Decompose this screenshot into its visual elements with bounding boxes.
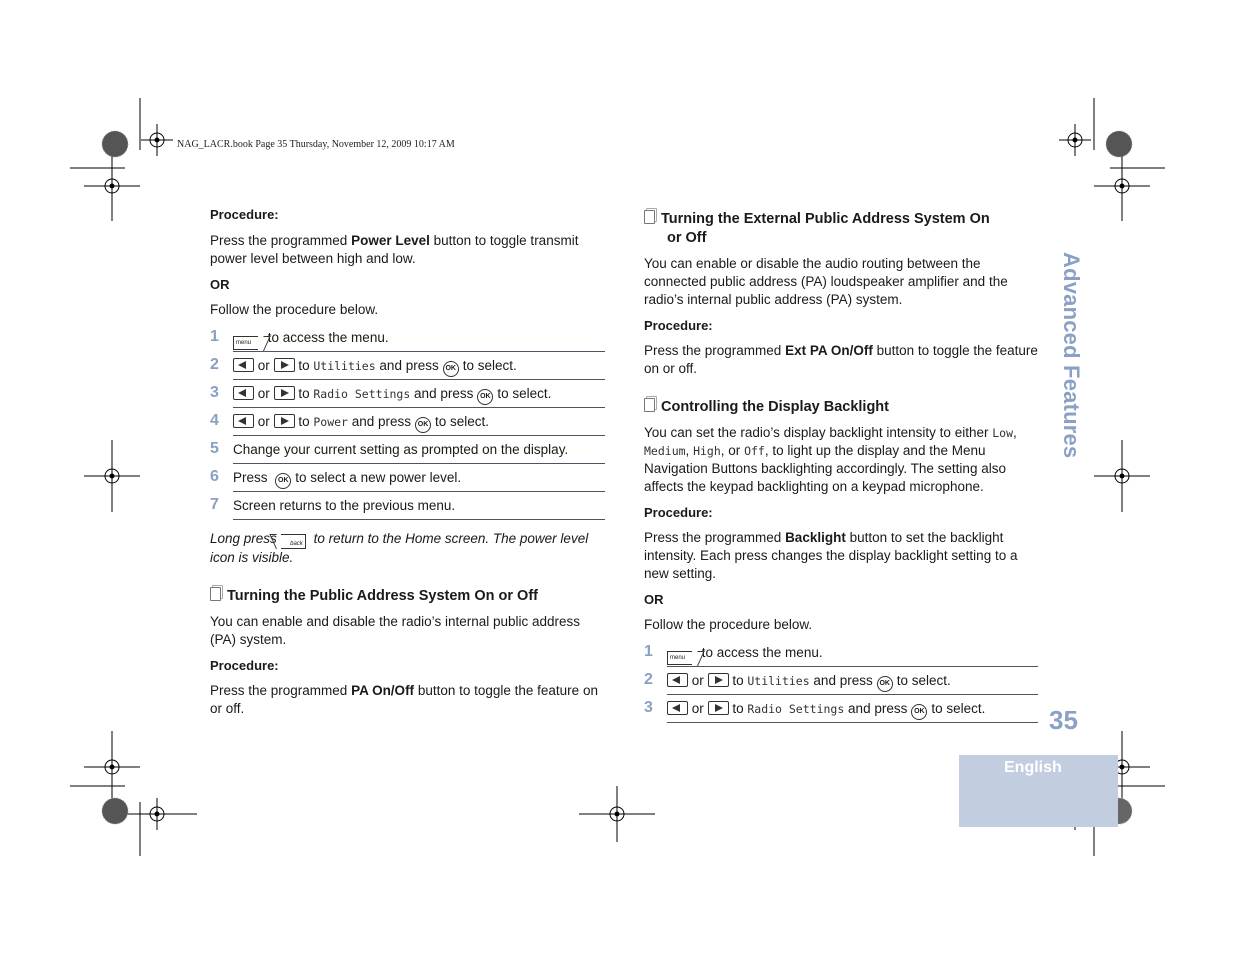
desc-text: , [685,443,690,458]
section-box-icon [644,398,655,412]
step-number: 6 [210,468,219,485]
ok-key-icon: OK [275,473,291,489]
step-text: and press [414,386,474,401]
step-text: and press [813,673,873,688]
body-text: Press the programmed [210,683,352,698]
menu-item-name: Radio Settings [313,387,411,401]
nav-left-icon [667,673,688,687]
step-text: or [257,414,270,429]
language-label: English [1004,759,1062,776]
step-number: 4 [210,412,219,429]
backlight-title: Controlling the Display Backlight [661,399,889,415]
desc-text-end: , to light up the display and the Menu Navigation Buttons backlighting accordingly. The setting also affects the keypad backlighting on a keypad microphone. [644,443,1006,494]
step-3 [210,380,605,408]
left-column [210,206,605,319]
ext-pa-button-name: Ext PA On/Off [785,343,873,358]
power-level-button-name: Power Level [351,233,430,248]
step-number: 1 [210,328,219,345]
nav-right-icon [708,673,729,687]
power-level-steps [210,324,605,520]
step-2 [210,352,605,380]
nav-left-icon [667,701,688,715]
step-number: 5 [210,440,219,457]
nav-right-icon [274,358,295,372]
step-number: 7 [210,496,219,513]
ok-key-icon: OK [443,361,459,377]
backlight-button-name: Backlight [785,530,846,545]
nav-right-icon [274,386,295,400]
step-text: and press [379,358,439,373]
step-text: and press [351,414,412,429]
step-number: 3 [644,699,653,716]
body-text-end: button to set the backlight intensity. Each press changes the display backlight setting to a new setting. [644,530,1018,581]
pa-section-body [210,682,605,718]
step-text: to select. [497,386,552,401]
book-header-line: NAG_LACR.book Page 35 Thursday, November 12, 2009 10:17 AM [177,139,455,150]
step-text: to select. [896,673,951,688]
nav-left-icon [233,358,254,372]
ok-key-icon: OK [911,704,927,720]
back-key-icon: back [281,534,306,549]
step-3 [644,695,1038,723]
step-6 [210,464,605,492]
step-text: to [298,386,310,401]
left-column-lower [210,530,605,718]
power-level-intro [210,232,605,268]
backlight-desc [644,424,1038,496]
note-text-end: to return to the Home screen. The power level icon is visible. [210,531,589,565]
step-2 [644,667,1038,695]
option-low: Low [992,426,1013,440]
desc-text: , [1013,425,1017,440]
option-high: High [693,444,721,458]
step-1 [210,324,605,352]
body-text-end: button to toggle the feature on or off. [644,343,1038,376]
desc-text: , or [720,443,741,458]
step-text: to [298,358,310,373]
home-screen-note [210,530,605,567]
step-text: Screen returns to the previous menu. [233,492,605,520]
step-text: Press [233,470,268,485]
ext-pa-section-heading [644,210,1038,248]
pa-section-heading [210,587,605,606]
step-text: to select. [435,414,490,429]
step-text: to access the menu. [267,330,389,345]
step-number: 1 [644,643,653,660]
section-box-icon [210,587,221,601]
step-text: or [257,358,270,373]
step-text: to [298,414,310,429]
language-tab [959,755,1118,827]
note-text: Long press [210,531,277,546]
menu-item-name: Utilities [747,674,810,688]
step-text: or [691,701,704,716]
page-number: 35 [1049,705,1078,735]
step-number: 3 [210,384,219,401]
menu-key-icon: menu [667,651,692,665]
nav-left-icon [233,414,254,428]
backlight-section-heading [644,398,1038,417]
step-number: 2 [210,356,219,373]
step-text: to select. [462,358,517,373]
right-column [644,210,1038,634]
desc-text: You can set the radio’s display backlight intensity to either [644,425,993,440]
option-off: Off [744,444,765,458]
nav-right-icon [274,414,295,428]
step-text: or [257,386,270,401]
body-text-end: button to toggle the feature on or off. [210,683,598,716]
intro-text: Press the programmed [210,233,352,248]
procedure-label: Procedure: [210,207,279,222]
pa-section-title: Turning the Public Address System On or Off [227,588,538,604]
ext-pa-title-line2: or Off [667,230,707,246]
step-4 [210,408,605,436]
step-text: to select a new power level. [295,470,462,485]
menu-item-name: Radio Settings [747,702,845,716]
nav-left-icon [233,386,254,400]
pa-button-name: PA On/Off [351,683,415,698]
backlight-steps [644,639,1038,723]
section-side-title-text: Advanced Features [1059,252,1084,459]
ext-pa-desc: You can enable or disable the audio routing between the connected public address (PA) loudspeaker amplifier and the radio’s internal public address (PA) system. [644,256,1008,307]
nav-right-icon [708,701,729,715]
menu-item-name: Power [313,415,348,429]
follow-procedure: Follow the procedure below. [210,302,379,317]
step-text: to [732,701,744,716]
body-text: Press the programmed [644,530,786,545]
or-label: OR [644,592,664,607]
step-text: to [732,673,744,688]
procedure-label: Procedure: [210,658,279,673]
body-text: Press the programmed [644,343,786,358]
procedure-label: Procedure: [644,318,713,333]
menu-key-icon: menu [233,336,258,350]
menu-item-name: Utilities [313,359,376,373]
ok-key-icon: OK [415,417,431,433]
ext-pa-body [644,342,1038,378]
step-text: to select. [931,701,986,716]
option-medium: Medium [644,444,686,458]
step-7 [210,492,605,520]
step-5 [210,436,605,464]
step-1 [644,639,1038,667]
procedure-label: Procedure: [644,505,713,520]
step-text: Change your current setting as prompted on the display. [233,436,605,464]
or-label: OR [210,277,230,292]
pa-section-desc: You can enable and disable the radio’s internal public address (PA) system. [210,614,581,647]
backlight-body [644,529,1038,583]
ok-key-icon: OK [877,676,893,692]
section-side-title [1059,252,1084,459]
step-number: 2 [644,671,653,688]
step-text: or [691,673,704,688]
intro-text-end: button to toggle transmit power level between high and low. [210,233,579,266]
ok-key-icon: OK [477,389,493,405]
follow-procedure: Follow the procedure below. [644,617,813,632]
section-box-icon [644,210,655,224]
step-text: to access the menu. [701,645,823,660]
step-text: and press [848,701,908,716]
ext-pa-title-line1: Turning the External Public Address System On [661,211,990,227]
